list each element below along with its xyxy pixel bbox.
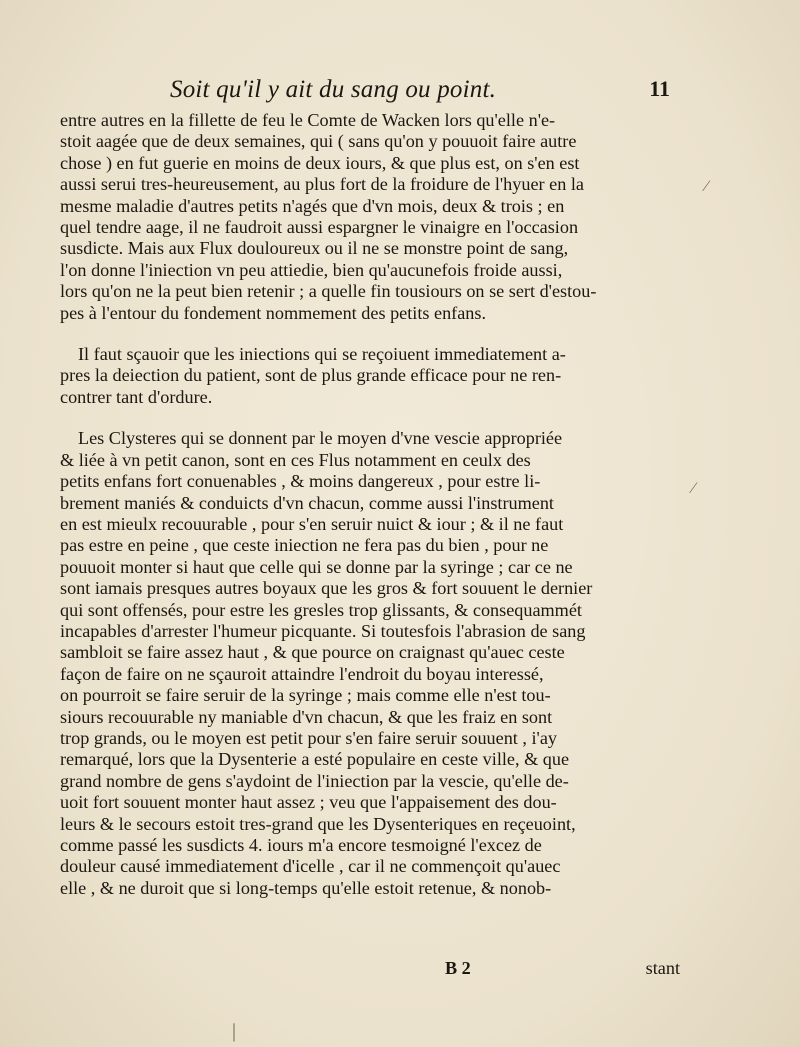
text-line: quel tendre aage, il ne faudroit aussi espargner le vinaigre en l'occasion <box>60 217 579 238</box>
text-line: susdicte. Mais aux Flux douloureux ou il ne se monstre point de sang, <box>60 238 569 259</box>
text-line: Il faut sçauoir que les iniections qui se reçoiuent immediatement a- <box>78 344 566 365</box>
margin-mark: ⁄ <box>705 178 708 195</box>
body-text <box>60 110 680 899</box>
signature-mark: B 2 <box>445 958 471 978</box>
text-line: comme passé les susdicts 4. iours m'a encore tesmoigné l'excez de <box>60 835 542 855</box>
text-line: siours recouurable ny maniable d'vn chacun, & que les fraiz en sont <box>60 706 553 727</box>
paragraph-1 <box>60 110 680 324</box>
text-line: trop grands, ou le moyen est petit pour s'en faire seruir souuent , i'ay <box>60 727 557 748</box>
text-line: & liée à vn petit canon, sont en ces Flus notamment en ceulx des <box>60 449 531 470</box>
text-line: façon de faire on ne sçauroit attaindre l'endroit du boyau interessé, <box>60 663 544 684</box>
text-line: mesme maladie d'autres petits n'agés que d'vn mois, deux & trois ; en <box>60 195 565 216</box>
margin-mark: | <box>232 1020 237 1042</box>
text-line: pouuoit monter si haut que celle qui se donne par la syringe ; car ce ne <box>60 556 573 577</box>
text-line: sambloit se faire assez haut , & que pource on craignast qu'auec ceste <box>60 642 565 663</box>
text-line: elle , & ne duroit que si long-temps qu'elle estoit retenue, & nonob- <box>60 877 552 898</box>
text-line: grand nombre de gens s'aydoint de l'iniection par la vescie, qu'elle de- <box>60 770 569 791</box>
text-line: uoit fort souuent monter haut assez ; veu que l'appaisement des dou- <box>60 792 557 813</box>
text-line: contrer tant d'ordure. <box>60 386 213 407</box>
text-line: stoit aagée que de deux semaines, qui ( sans qu'on y pouuoit faire autre <box>60 131 577 152</box>
text-line: pes à l'entour du fondement nommement des petits enfans. <box>60 302 487 323</box>
text-line: remarqué, lors que la Dysenterie a esté populaire en ceste ville, & que <box>60 749 570 770</box>
text-line: pres la deiection du patient, sont de plus grande efficace pour ne ren- <box>60 365 562 386</box>
text-line: aussi serui tres-heureusement, au plus fort de la froidure de l'hyuer en la <box>60 174 584 195</box>
catchword: stant <box>645 958 680 978</box>
text-line: chose ) en fut guerie en moins de deux iours, & que plus est, on s'en est <box>60 152 580 173</box>
running-head: Soit qu'il y ait du sang ou point. <box>170 76 497 103</box>
text-line: Les Clysteres qui se donnent par le moyen d'vne vescie appropriée <box>78 428 563 449</box>
text-line: leurs & le secours estoit tres-grand que les Dysenteriques en reçeuoint, <box>60 813 576 834</box>
text-line: brement maniés & conduicts d'vn chacun, comme aussi l'instrument <box>60 492 554 513</box>
text-line: qui sont offensés, pour estre les gresles trop glissants, & consequammét <box>60 599 582 620</box>
page-number: 11 <box>649 76 670 101</box>
page-footer <box>60 958 680 984</box>
text-line: entre autres en la fillette de feu le Comte de Wacken lors qu'elle n'e- <box>60 110 556 130</box>
text-line: incapables d'arrester l'humeur picquante. Si toutesfois l'abrasion de sang <box>60 620 586 641</box>
text-line: petits enfans fort conuenables , & moins dangereux , pour estre li- <box>60 471 541 492</box>
text-line: en est mieulx recouurable , pour s'en seruir nuict & iour ; & il ne faut <box>60 513 564 534</box>
text-line: douleur causé immediatement d'icelle , car il ne commençoit qu'auec <box>60 856 561 877</box>
paragraph-3 <box>60 428 680 899</box>
text-line: sont iamais presques autres boyaux que les gros & fort souuent le dernier <box>60 578 593 599</box>
margin-mark: ⁄ <box>692 480 695 497</box>
text-line: lors qu'on ne la peut bien retenir ; a quelle fin tousiours on se sert d'estou- <box>60 281 597 302</box>
text-line: on pourroit se faire seruir de la syringe ; mais comme elle n'est tou- <box>60 685 551 706</box>
text-line: l'on donne l'iniection vn peu attiedie, bien qu'aucunefois froide aussi, <box>60 259 563 280</box>
paragraph-2 <box>60 344 680 408</box>
text-line: pas estre en peine , que ceste iniection ne fera pas du bien , pour ne <box>60 535 549 556</box>
page-header <box>170 76 670 110</box>
